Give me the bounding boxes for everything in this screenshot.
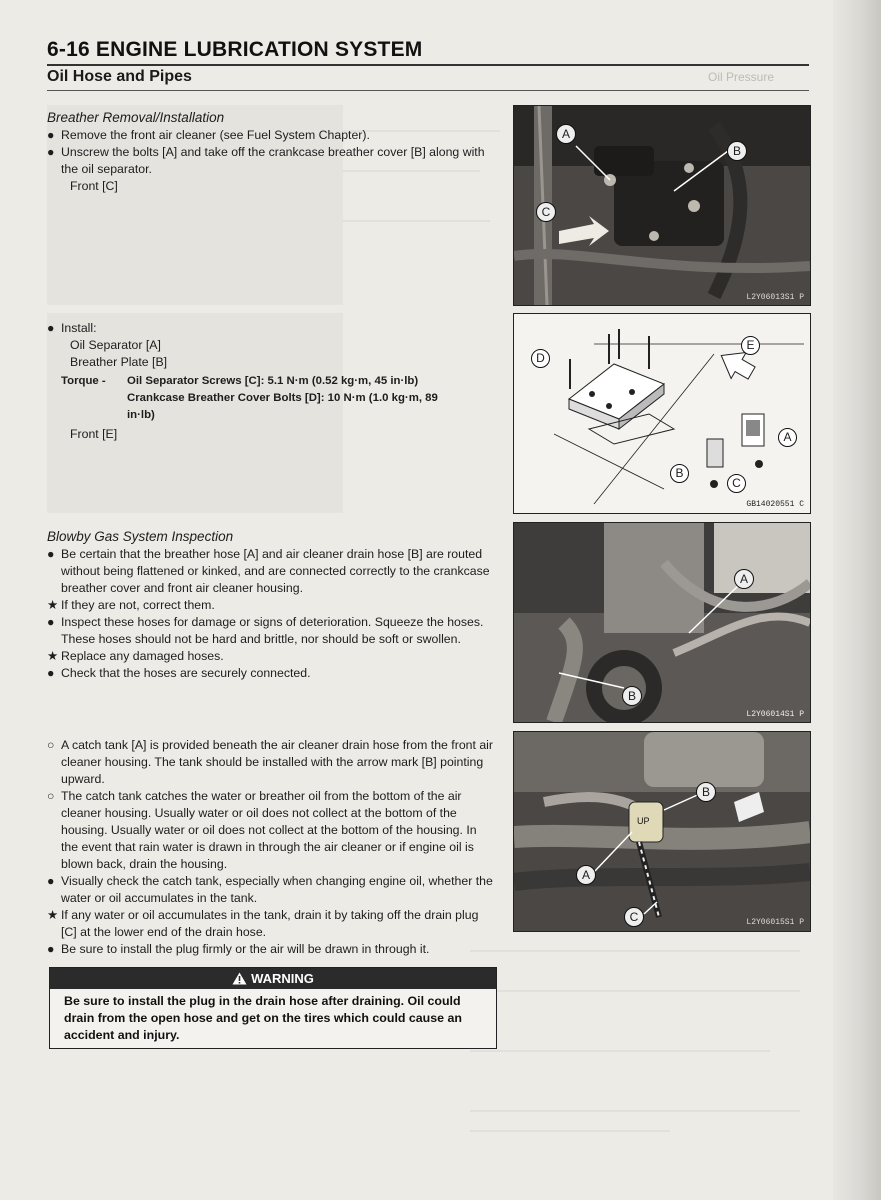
front-label: Front [C] [70,179,118,193]
blowby-heading: Blowby Gas System Inspection [47,529,234,544]
page-title: 6-16 ENGINE LUBRICATION SYSTEM [47,38,423,61]
list-item: ● Install: [47,321,97,335]
list-item: ● Be sure to install the plug firmly or the air will be drawn in through it. [47,942,430,956]
page-edge-shadow [833,0,881,1200]
title-rule [47,64,809,66]
ghost-tab: Oil Pressure [708,70,775,84]
torque-spec [47,373,467,424]
list-item: ● Unscrew the bolts [A] and take off the crankcase breather cover [B] along with the oil separator. [47,145,485,176]
torque-label: Torque - [61,375,106,387]
torque-value: Crankcase Breather Cover Bolts [D]: 10 N·m (1.0 kg·m, 89 in·lb) [127,392,438,421]
list-item: ● Remove the front air cleaner (see Fuel System Chapter). [47,128,370,142]
callout-e: E [741,336,760,355]
figure-breather-photo [513,105,811,306]
warning-title: WARNING [251,971,314,986]
up-mark: UP [637,816,650,826]
list-item: ★ If they are not, correct them. [47,598,215,612]
callout-d: D [531,349,550,368]
warning-text: Be sure to install the plug in the drain hose after draining. Oil could drain from the open hose and get on the tires which could cause an accident and injury. [64,994,462,1042]
hoses-photo-drawing [514,523,810,722]
install-section [47,320,467,443]
section-rule [47,90,809,91]
figure-hoses-photo [513,522,811,723]
callout-b: B [696,782,716,802]
torque-value: Oil Separator Screws [C]: 5.1 N·m (0.52 kg·m, 45 in·lb) [127,375,419,387]
blowby-section [47,528,497,682]
callout-c: C [727,474,746,493]
callout-a: A [734,569,754,589]
warning-triangle-icon [232,972,247,985]
separator-diagram-drawing [514,314,810,513]
figure-separator-diagram [513,313,811,514]
list-item: ● Check that the hoses are securely connected. [47,666,311,680]
callout-b: B [622,686,642,706]
breather-heading: Breather Removal/Installation [47,110,225,125]
warning-box [49,967,497,1049]
figure-id: GB14020551 C [746,500,804,509]
list-item: ★ Replace any damaged hoses. [47,649,224,663]
part-item: Oil Separator [A] [70,338,161,352]
callout-b: B [670,464,689,483]
part-item: Breather Plate [B] [70,355,168,369]
breather-section [47,109,497,195]
section-title: Oil Hose and Pipes [47,68,192,85]
callout-a: A [556,124,576,144]
catch-tank-photo-drawing [514,732,810,931]
figure-id: L2Y06015S1 P [746,918,804,927]
list-item: ● Be certain that the breather hose [A] and air cleaner drain hose [B] are routed without being flattened or kinked, and are connected correctly to the crankcase breather cover and front air cleaner housing. [47,547,490,595]
front-label: Front [E] [70,427,118,441]
callout-c: C [624,907,644,927]
figure-id: L2Y06013S1 P [746,293,804,302]
list-item: ● Inspect these hoses for damage or signs of deterioration. Squeeze the hoses. These hoses should not be hard and brittle, nor should be soft or swollen. [47,615,484,646]
figure-catch-tank-photo [513,731,811,932]
catch-tank-section [47,737,497,958]
list-item: ○ A catch tank [A] is provided beneath the air cleaner drain hose from the front air cleaner housing. The tank should be installed with the arrow mark [B] pointing upward. [47,738,494,786]
list-item: ● Visually check the catch tank, especially when changing engine oil, whether the water or oil accumulates in the tank. [47,874,493,905]
callout-a: A [576,865,596,885]
callout-a: A [778,428,797,447]
list-item: ○ The catch tank catches the water or breather oil from the bottom of the air cleaner housing. Usually water or oil does not collect at the bottom of the housing. Usually water or oil does not collect at the bottom of the housing. In the event that rain water is drawn in through the air cleaner or if engine oil is blown back, drain the housing. [47,789,477,871]
callout-b: B [727,141,747,161]
warning-header [50,968,496,989]
callout-c: C [536,202,556,222]
list-item: ★ If any water or oil accumulates in the tank, drain it by taking off the drain plug [C] at the lower end of the drain hose. [47,908,479,939]
figure-id: L2Y06014S1 P [746,710,804,719]
